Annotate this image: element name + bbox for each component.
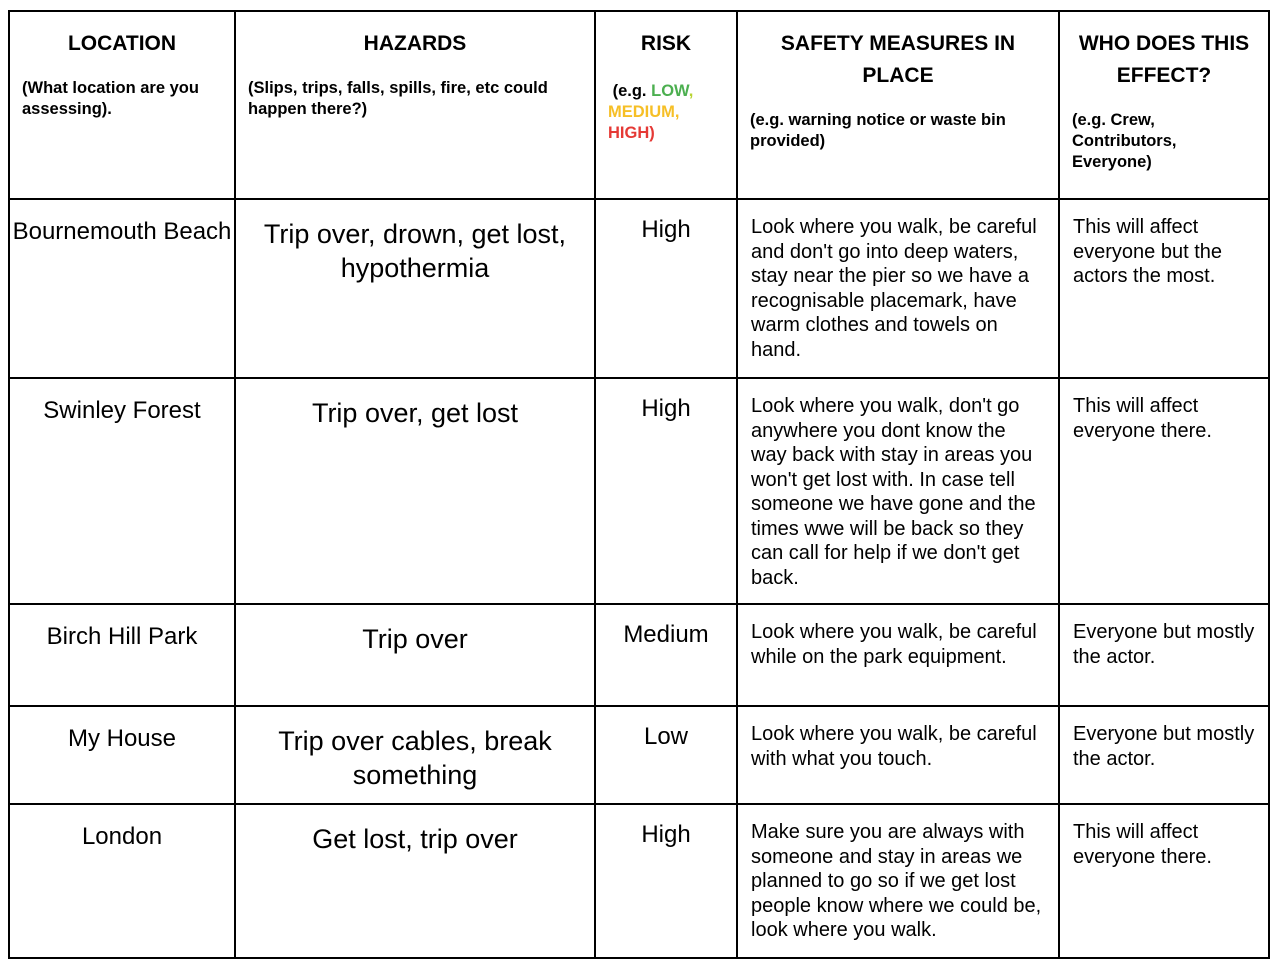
header-sub: (What location are you assessing). [22,79,199,118]
header-sub: (e.g. Crew, Contributors, Everyone) [1072,111,1177,171]
header-hazards [235,11,595,199]
cell-hazards: Trip over cables, break something [235,706,595,804]
cell-hazards: Trip over, drown, get lost, hypothermia [235,199,595,378]
table-row [9,199,1269,378]
header-risk [595,11,737,199]
risk-low-label: LOW [651,82,689,100]
cell-risk: Low [595,706,737,804]
cell-hazards: Get lost, trip over [235,804,595,958]
cell-risk: High [595,804,737,958]
header-title: LOCATION [67,32,177,55]
cell-location: My House [9,706,235,804]
cell-hazards: Trip over [235,604,595,706]
cell-risk: High [595,199,737,378]
cell-location: Birch Hill Park [9,604,235,706]
cell-location: Bournemouth Beach [9,199,235,378]
cell-who: Everyone but mostly the actor. [1059,604,1269,706]
risk-prefix: (e.g. [612,82,652,100]
comma: , [688,82,694,100]
cell-risk: Medium [595,604,737,706]
cell-safety: Look where you walk, be careful with what you touch. [737,706,1059,804]
cell-hazards: Trip over, get lost [235,378,595,604]
header-title: RISK [640,32,692,55]
risk-high-label: HIGH) [608,124,655,142]
cell-safety: Look where you walk, be careful while on the park equipment. [737,604,1059,706]
header-title: WHO DOES THIS EFFECT? [1078,32,1250,87]
header-title: SAFETY MEASURES IN PLACE [780,32,1016,87]
cell-safety: Look where you walk, be careful and don't go into deep waters, stay near the pier so we have a recognisable placemark, have warm clothes and towels on hand. [737,199,1059,378]
cell-safety: Look where you walk, don't go anywhere you dont know the way back with stay in areas you won't get lost with. In case tell someone we have gone and the times wwe will be back so they can call for help if we don't get back. [737,378,1059,604]
comma: , [674,103,680,121]
cell-who: Everyone but mostly the actor. [1059,706,1269,804]
header-location [9,11,235,199]
risk-assessment-table [8,10,1270,959]
risk-medium-label: MEDIUM [608,103,675,121]
table-row [9,604,1269,706]
cell-who: This will affect everyone but the actors the most. [1059,199,1269,378]
cell-location: London [9,804,235,958]
cell-who: This will affect everyone there. [1059,804,1269,958]
header-row [9,11,1269,199]
header-safety [737,11,1059,199]
header-sub: (Slips, trips, falls, spills, fire, etc could happen there?) [248,79,548,118]
header-title: HAZARDS [363,32,467,55]
cell-safety: Make sure you are always with someone and stay in areas we planned to go so if we get lost people know where we could be, look where you walk. [737,804,1059,958]
header-sub [596,81,736,144]
table-row [9,804,1269,958]
cell-risk: High [595,378,737,604]
header-who [1059,11,1269,199]
table-row [9,706,1269,804]
cell-location: Swinley Forest [9,378,235,604]
cell-who: This will affect everyone there. [1059,378,1269,604]
header-sub: (e.g. warning notice or waste bin provided) [750,111,1006,150]
table-row [9,378,1269,604]
